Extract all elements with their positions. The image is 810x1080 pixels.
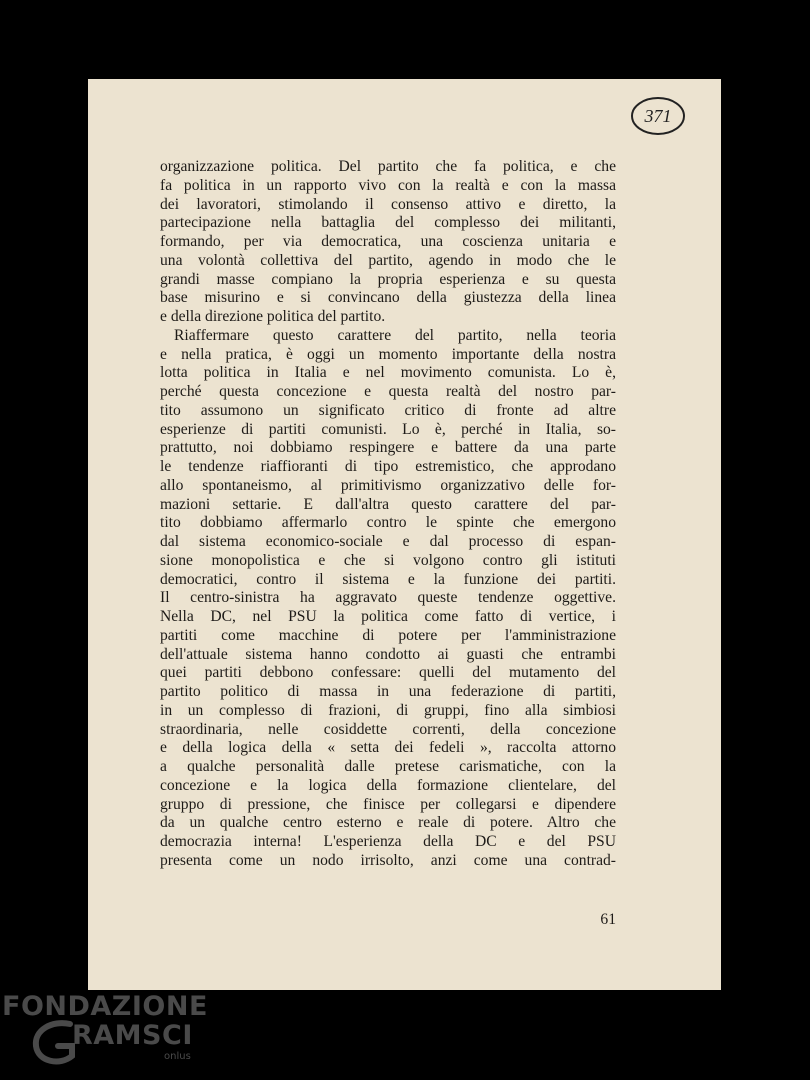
text-line: concezione e la logica della formazione clientelare, del — [160, 776, 616, 794]
text-line: in un complesso di frazioni, di gruppi, fino alla simbiosi — [160, 701, 616, 719]
text-line: formando, per via democratica, una coscienza unitaria e — [160, 233, 616, 250]
text-line: prattutto, noi dobbiamo respingere e battere da una parte — [160, 439, 616, 457]
text-line: lotta politica in Italia e nel movimento comunista. Lo è, — [160, 364, 616, 382]
text-line: una volontà collettiva del partito, agendo in modo che le — [160, 251, 616, 269]
logo-line-2: RAMSCI — [72, 1020, 193, 1051]
body-text — [160, 158, 616, 871]
text-line: base misurino e si convincano della giustezza della linea — [160, 289, 616, 307]
text-line: presenta come un nodo irrisolto, anzi come una contrad- — [160, 851, 616, 869]
page-number: 61 — [600, 911, 616, 928]
text-line: partecipazione nella battaglia del complesso dei militanti, — [160, 214, 616, 232]
text-line: democrazia interna! L'esperienza della DC e del PSU — [160, 833, 616, 850]
text-line: gruppo di pressione, che finisce per collegarsi e dipendere — [160, 795, 616, 813]
text-line: dal sistema economico-sociale e dal processo di espan- — [160, 533, 616, 550]
text-line: e della logica della « setta dei fedeli », raccolta attorno — [160, 739, 616, 757]
text-line: democratici, contro il sistema e la funzione dei partiti. — [160, 570, 616, 588]
text-line: dei lavoratori, stimolando il consenso attivo e diretto, la — [160, 195, 616, 213]
text-line: da un qualche centro esterno e reale di potere. Altro che — [160, 814, 616, 832]
text-line: mazioni settarie. E dall'altra questo carattere del par- — [160, 495, 616, 513]
text-line: quei partiti debbono confessare: quelli del mutamento del — [160, 664, 616, 682]
text-line: allo spontaneismo, al primitivismo organizzativo delle for- — [160, 476, 616, 494]
text-line: partito politico di massa in una federazione di partiti, — [160, 683, 616, 700]
text-line: fa politica in un rapporto vivo con la realtà e con la massa — [160, 176, 616, 194]
text-line: partiti come macchine di potere per l'amministrazione — [160, 626, 616, 644]
text-line: dell'attuale sistema hanno condotto ai guasti che entrambi — [160, 645, 616, 663]
text-line: Nella DC, nel PSU la politica come fatto di vertice, i — [160, 608, 616, 625]
text-line: a qualche personalità dalle pretese carismatiche, con la — [160, 758, 616, 775]
paragraph-start-line: Riaffermare questo carattere del partito, nella teoria — [174, 326, 616, 344]
archive-number-stamp — [630, 95, 686, 137]
logo-line-1: FONDAZIONE — [2, 991, 208, 1022]
text-line: sione monopolistica e che si volgono contro gli istituti — [160, 551, 616, 569]
text-line: perché questa concezione e questa realtà del nostro par- — [160, 383, 616, 400]
text-line: e nella pratica, è oggi un momento importante della nostra — [160, 345, 616, 363]
fondazione-gramsci-logo — [2, 991, 208, 1076]
archive-number: 371 — [644, 106, 672, 126]
text-line: esperienze di partiti comunisti. Lo è, perché in Italia, so- — [160, 420, 616, 438]
text-line: le tendenze riaffioranti di tipo estremistico, che approdano — [160, 458, 616, 475]
text-line: straordinaria, nelle cosiddette correnti, della concezione — [160, 720, 616, 738]
text-line: tito dobbiamo affermarlo contro le spinte che emergono — [160, 514, 616, 532]
text-line: e della direzione politica del partito. — [160, 308, 386, 325]
document-page — [88, 79, 721, 990]
text-line: organizzazione politica. Del partito che fa politica, e che — [160, 158, 616, 175]
text-line: Il centro-sinistra ha aggravato queste tendenze oggettive. — [160, 589, 616, 607]
text-line: grandi masse compiano la propria esperienza e su questa — [160, 270, 616, 288]
text-line: tito assumono un significato critico di fronte ad altre — [160, 401, 616, 419]
logo-onlus: onlus — [164, 1051, 191, 1062]
